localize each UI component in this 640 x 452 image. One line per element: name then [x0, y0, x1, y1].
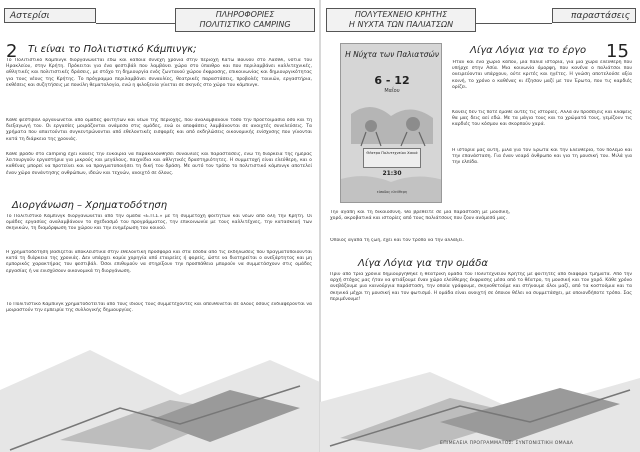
paragraph: Κάθε φεστιβάλ οργανώνεται από ομάδες φοιτητών και νέων της περιοχής, που αναλαμβάνουν τόσο την προετοιμασία όσο και τη διεξαγωγή του. Οι εργασίες μοιράζονται ανάμεσα στις ομάδες, ενώ οι αποφάσεις λαμβάνονται σε ανοιχτές συνελεύσεις. Τα χρήματα που απαιτούνται συγκεντρώνονται από εθελοντικές εισφορές και από εκδηλώσεις οικονομικής ενίσχυσης που γίνονται κατά τη διάρκεια της χρονιάς. [6, 118, 312, 142]
header-center-left-line2: ΠΟΛΙΤΙΣΤΙΚΟ CAMPING [199, 20, 291, 29]
header-center-right-line2: Η ΝΥΧΤΑ ΤΩΝ ΠΑΛΙΑΤΣΩΝ [348, 20, 454, 29]
paragraph: Την αγάπη και τη δικαιοσύνη. Θα βρεθείτε σε μία παράσταση με μουσική, χορό, ακροβατικά και ιστορίες από τους παλιάτσους που ζουν ανάμεσά μας. [330, 210, 510, 222]
page-number-left: 2 [6, 41, 18, 62]
header-rule [96, 23, 175, 24]
poster-illustration [341, 44, 442, 203]
paragraph: Η ιστορία μας αυτή, μιλά για τον Έρωτα και την Ελευθερία, τον πόλεμο και την επανάσταση. Για έναν νεαρό άνθρωπο και για τη μουσική του. Μιλά για την ελπίδα. [452, 148, 632, 166]
poster-footer: είσοδος ελεύθερη [376, 190, 408, 194]
header-rule [476, 23, 552, 24]
section-heading-organisation-funding: Διοργάνωση – Χρηματοδότηση [12, 200, 168, 211]
event-poster-image [340, 43, 442, 203]
poster-time: 21:30 [382, 170, 402, 177]
paragraph: Το Πολιτιστικό Κάμπινγκ διοργανώνεται από την ομάδα «Ε.Π.Σ.» με τη συμμετοχή φοιτητών και νέων από όλη την Κρήτη. Οι ομάδες εργασίας αναλαμβάνουν το σχεδιασμό του προγράμματος, την επικοινωνία με τους καλλιτέχνες, την κατασκευή των σκηνικών, τη διαμόρφωση του χώρου και την ενημέρωση του κοινού. [6, 214, 312, 232]
paragraph: Κανείς δεν τις ποτέ έμαθε αυτές τις ιστορίες. Αλλά αν προσέξεις και κλαψεις θα μας δεις αεί εδώ. Με τα μάγια τους και τα χρώματά τους, γεμίζουν τις καρδιές του κόσμου και σκορπούν χαρά. [452, 110, 632, 128]
paragraph: Η χρηματοδότηση βασίζεται αποκλειστικά στην εθελοντική προσφορά και στα έσοδα από τις εκδηλώσεις που πραγματοποιούνται κατά τη διάρκεια της χρονιάς. Δεν υπάρχει καμία χορηγία από εταιρείες ή φορείς, ώστε να διατηρείται ο ανεξάρτητος και μη εμπορικός χαρακτήρας του φεστιβάλ. Όσοι επιθυμούν να στηρίξουν την προσπάθεια μπορούν να συμμετάσχουν στις ομάδες εργασίας ή να ενισχύσουν οικονομικά τη διοργάνωση. [6, 250, 312, 274]
section-heading-what-is-camping: Τι είναι το Πολιτιστικό Κάμπινγκ; [28, 44, 197, 55]
header-center-right [326, 8, 476, 32]
header-center-right-line1: ΠΟΛΥΤΕΧΝΕΙΟ ΚΡΗΤΗΣ [354, 10, 448, 19]
poster-dates: 6 - 12 [374, 74, 410, 87]
poster-venue: Θέατρο Πολυτεχνείου Χανιά [363, 148, 421, 168]
paragraph: Πριν από τρία χρόνια δημιουργήθηκε η θεατρική ομάδα του Πολυτεχνείου Κρήτης με φοιτητές από διάφορα τμήματα. Από την αρχή στόχος μας ήταν να φτιάξουμε έναν χώρο ελεύθερης έκφρασης μέσα από το θέατρο, τη μουσική και τον χορό. Κάθε χρόνο ανεβάζουμε μια καινούργια παράσταση, την οποία γράφουμε, σκηνοθετούμε και στήνουμε όλοι μαζί, από τα κοστούμια και τα σκηνικά μέχρι τη μουσική και τον φωτισμό. Η ομάδα είναι ανοιχτή σε όποιον θέλει να συμμετάσχει, με οποιονδήποτε τρόπο. Σας περιμένουμε! [330, 272, 632, 302]
footer-credit: ΕΠΙΜΕΛΕΙΑ ΠΡΟΓΡΑΜΜΑΤΟΣ: ΣΥΝΤΟΝΙΣΤΙΚΗ ΟΜΑΔΑ [440, 441, 574, 446]
poster-title: Η Νύχτα των Παλιατσών [345, 50, 439, 59]
section-heading-about-play: Λίγα Λόγια για το έργο [470, 45, 587, 56]
page-number-right: 15 [606, 41, 629, 62]
paragraph: Το Πολιτιστικό Κάμπινγκ χρηματοδοτείται από τους ίδιους τους συμμετέχοντες και απευθύνεται σε όλους όσους ενδιαφέρονται να μοιραστούν την εμπειρία της συλλογικής δημιουργίας. [6, 302, 312, 314]
decorative-arrow-graphic [320, 318, 640, 452]
header-center-left-line1: ΠΛΗΡΟΦΟΡΙΕΣ [215, 10, 275, 19]
paragraph: Το Πολιτιστικό Κάμπινγκ διοργανώνεται εδώ και κάποια συνεχή χρόνια στην περιοχή Κάτω Βουνού στο Λασίθι, νότια του Ηρακλείου, στην Κρήτη. Πρόκειται για ένα φεστιβάλ που λαμβάνει χώρα στο ύπαιθρο και που περιλαμβάνει καλλιτεχνικές, αθλητικές και πολιτιστικές δράσεις, με στόχο τη δημιουργία ενός ζωντανού χώρου έκφρασης, επικοινωνίας και δημιουργικότητας για τους νέους της Κρήτης. Το πρόγραμμα περιλαμβάνει συναυλίες, θεατρικές παραστάσεις, προβολές ταινιών, εργαστήρια, εκθέσεις και συζητήσεις με ποικίλη θεματολογία, ενώ η φιλοξενία γίνεται σε σκηνές στο χώρο του κάμπινγκ. [6, 58, 312, 88]
header-right-tag: παραστάσεις [552, 8, 636, 23]
poster-month: Μαΐου [384, 88, 400, 94]
paragraph: Όποιος αγαπά τη ζωή, έχει και τον τρόπο να την αλλάξει. [330, 238, 464, 243]
right-page [320, 0, 640, 452]
paragraph: Κάθε βράδυ στο camping έχει κανείς την ευκαιρία να παρακολουθήσει συναυλίες και παραστάσεις, ενώ τη διάρκεια της ημέρας λειτουργούν εργαστήρια για μικρούς και μεγάλους, παιχνίδια και αθλητικές δραστηριότητες. Η συμμετοχή είναι ελεύθερη, και ο καθένας μπορεί να προτείνει και να πραγματοποιήσει τη δική του δράση. Με αυτό τον τρόπο το πολιτιστικό κάμπινγκ αποτελεί έναν χώρο συνάντησης ανθρώπων, ιδεών και τεχνών, ανοιχτό σε όλους. [6, 152, 312, 176]
header-left-tag: Αστερίσι [4, 8, 96, 23]
header-center-left [175, 8, 315, 32]
section-heading-about-group: Λίγα Λόγια για την ομάδα [358, 258, 488, 269]
decorative-arrow-graphic [0, 290, 320, 452]
paragraph: Ήταν και ένα χωριό κάπου, μία παλιά ιστορία, για μια χώρα ελεύθερη που υπήρχε στην Ασία. Μια κοινωνία όμορφη, που κανένα ο παλιάτσοι που ονειρεύονται υπάρχουν, ούτε κριτές και ηγέτες. Η γνώση αποτελούσε αξία κοινή, το χρόνο ο καθένας κι έζησαν μαζί με τον Έρωτα, που τις καρδιές ορίζει. [452, 60, 632, 90]
